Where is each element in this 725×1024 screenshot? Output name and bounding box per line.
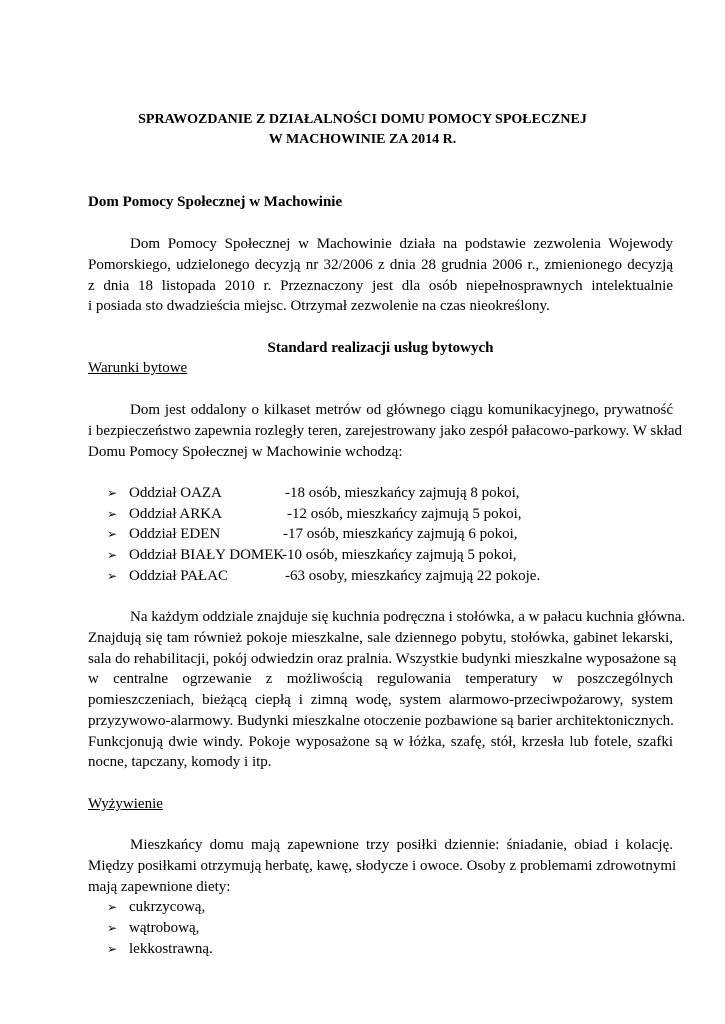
unit-name: Oddział ARKA bbox=[129, 506, 222, 522]
rooms-para-line-4: w centralne ogrzewanie z możliwością regulowania temperatury w poszczególnych bbox=[88, 671, 673, 687]
document-title-line-1: SPRAWOZDANIE Z DZIAŁALNOŚCI DOMU POMOCY SPOŁECZNEJ bbox=[138, 112, 587, 127]
living-para-line-1: Dom jest oddalony o kilkaset metrów od głównego ciągu komunikacyjnego, prywatność bbox=[130, 402, 673, 418]
arrow-bullet-icon: ➢ bbox=[107, 486, 118, 500]
standard-heading: Standard realizacji usług bytowych bbox=[267, 340, 494, 356]
intro-line-2: Pomorskiego, udzielonego decyzją nr 32/2006 z dnia 28 grudnia 2006 r., zmienionego decyzją bbox=[88, 257, 673, 273]
unit-detail: -63 osoby, mieszkańcy zajmują 22 pokoje. bbox=[285, 568, 541, 584]
unit-detail: -10 osób, mieszkańcy zajmują 5 pokoi, bbox=[282, 547, 517, 563]
unit-name: Oddział EDEN bbox=[129, 526, 221, 542]
rooms-para-line-1: Na każdym oddziale znajduje się kuchnia podręczna i stołówka, a w pałacu kuchnia główna. bbox=[130, 609, 686, 625]
unit-detail: -17 osób, mieszkańcy zajmują 6 pokoi, bbox=[283, 526, 518, 542]
arrow-bullet-icon: ➢ bbox=[107, 507, 118, 521]
diet-name: lekkostrawną. bbox=[129, 941, 213, 957]
rooms-para-line-7: Funkcjonują dwie windy. Pokoje wyposażone są w łóżka, szafę, stół, krzesła lub fotele, szafki bbox=[88, 734, 673, 750]
rooms-para-line-6: przyzywowo-alarmowy. Budynki mieszkalne otoczenie pozbawione są barier architektonicznych. bbox=[88, 713, 674, 729]
rooms-para-line-2: Znajdują się tam również pokoje mieszkalne, sale dziennego pobytu, stołówka, gabinet lekarski, bbox=[88, 630, 673, 646]
living-para-line-3: Domu Pomocy Społecznej w Machowinie wchodzą: bbox=[88, 444, 403, 460]
intro-line-3: z dnia 18 listopada 2010 r. Przeznaczony jest dla osób niepełnosprawnych intelektualnie bbox=[88, 278, 673, 294]
rooms-para-line-3: sala do rehabilitacji, pokój odwiedzin oraz pralnia. Wszystkie budynki mieszkalne wyposażone są bbox=[88, 651, 677, 667]
arrow-bullet-icon: ➢ bbox=[107, 569, 118, 583]
arrow-bullet-icon: ➢ bbox=[107, 900, 118, 914]
rooms-para-line-5: pomieszczeniach, bieżącą ciepłą i zimną wodę, system alarmowo-przeciwpożarowy, system bbox=[88, 692, 673, 708]
document-title-line-2: W MACHOWINIE ZA 2014 R. bbox=[268, 132, 457, 147]
unit-name: Oddział BIAŁY DOMEK bbox=[129, 547, 285, 563]
diet-name: wątrobową, bbox=[129, 920, 200, 936]
food-para-line-2: Między posiłkami otrzymują herbatę, kawę, słodycze i owoce. Osoby z problemami zdrowotnymi bbox=[88, 858, 677, 874]
food-para-line-1: Mieszkańcy domu mają zapewnione trzy posiłki dziennie: śniadanie, obiad i kolację. bbox=[130, 837, 673, 853]
diet-name: cukrzycową, bbox=[129, 899, 206, 915]
arrow-bullet-icon: ➢ bbox=[107, 942, 118, 956]
unit-detail: -18 osób, mieszkańcy zajmują 8 pokoi, bbox=[285, 485, 520, 501]
food-para-line-3: mają zapewnione diety: bbox=[88, 879, 231, 895]
unit-name: Oddział OAZA bbox=[129, 485, 222, 501]
intro-line-1: Dom Pomocy Społecznej w Machowinie działa na podstawie zezwolenia Wojewody bbox=[130, 236, 673, 252]
arrow-bullet-icon: ➢ bbox=[107, 548, 118, 562]
arrow-bullet-icon: ➢ bbox=[107, 921, 118, 935]
living-para-line-2: i bezpieczeństwo zapewnia rozległy teren, zarejestrowany jako zespół pałacowo-parkowy. W skład bbox=[88, 423, 683, 439]
food-heading: Wyżywienie bbox=[88, 796, 163, 812]
section-heading: Dom Pomocy Społecznej w Machowinie bbox=[88, 194, 343, 210]
rooms-para-line-8: nocne, tapczany, komody i itp. bbox=[88, 754, 272, 770]
unit-name: Oddział PAŁAC bbox=[129, 568, 229, 584]
living-conditions-heading: Warunki bytowe bbox=[88, 360, 188, 376]
unit-detail: -12 osób, mieszkańcy zajmują 5 pokoi, bbox=[287, 506, 522, 522]
intro-line-4: i posiada sto dwadzieścia miejsc. Otrzymał zezwolenie na czas nieokreślony. bbox=[88, 298, 550, 314]
arrow-bullet-icon: ➢ bbox=[107, 527, 118, 541]
